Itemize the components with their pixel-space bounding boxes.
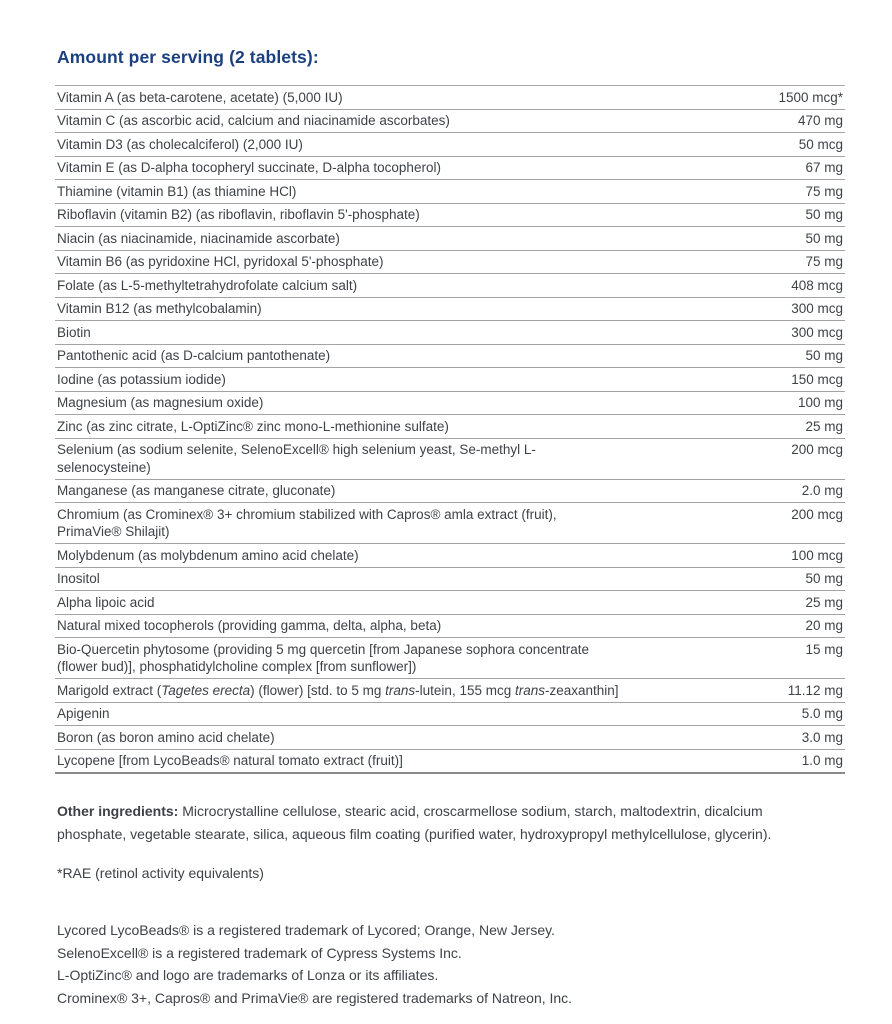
ingredient-name: Vitamin C (as ascorbic acid, calcium and niacinamide ascorbates) [57,113,450,128]
table-row-vitamin-a [55,86,845,110]
ingredient-name: Zinc (as zinc citrate, L-OptiZinc® zinc mono-L-methionine sulfate) [57,418,449,434]
table-row-inositol [55,568,845,592]
ingredient-name: Iodine (as potassium iodide) [57,371,226,387]
ingredient-amount: 20 mg [805,618,843,633]
other-ingredients-label: Other ingredients: [57,803,179,819]
table-row-folate [55,274,845,298]
ingredient-name: Pantothenic acid (as D-calcium pantothenate) [57,348,331,363]
table-row-lycopene [55,750,845,775]
ingredient-name: Magnesium (as magnesium oxide) [57,395,264,410]
ingredient-name: Chromium (as Crominex® 3+ chromium stabilized with Capros® amla extract (fruit), PrimaVie® Shilajit) [57,506,557,539]
ingredient-amount: 100 mg [797,395,843,410]
page-title: Amount per serving (2 tablets): [57,47,319,67]
ingredient-amount: 3.0 mg [801,729,843,745]
table-row-vitamin-b6 [55,251,845,275]
ingredient-name: Selenium (as sodium selenite, SelenoExcell® high selenium yeast, Se-methyl L-selenocysteine) [57,442,536,475]
table-row-selenium [55,439,845,480]
ingredient-amount: 75 mg [805,254,843,269]
table-row-apigenin [55,703,845,727]
ingredient-amount: 1500 mcg* [778,89,843,105]
ingredient-amount: 5.0 mg [801,706,843,721]
ingredient-name: Natural mixed tocopherols (providing gamma, delta, alpha, beta) [57,618,442,633]
table-row-marigold-extract [55,679,845,703]
table-row-molybdenum [55,544,845,568]
other-ingredients-text: Microcrystalline cellulose, stearic acid, croscarmellose sodium, starch, maltodextrin, dicalcium phosphate, vegetable stearate, silica, aqueous film coating (purified water, hydroxypropyl methylcellulose, glycerin). [57,803,772,842]
ingredient-amount: 150 mcg [791,371,843,387]
ingredient-name: Bio-Quercetin phytosome (providing 5 mg quercetin [from Japanese sophora concentrate (flower bud)], phosphatidylcholine complex [from sunflower]) [57,641,590,674]
table-row-iodine [55,368,845,392]
table-row-vitamin-e [55,157,845,181]
table-row-mixed-tocopherols [55,615,845,639]
table-row-niacin [55,227,845,251]
table-row-boron [55,726,845,750]
table-row-zinc [55,415,845,439]
ingredient-amount: 300 mcg [791,324,843,340]
ingredient-name: Alpha lipoic acid [57,594,155,610]
ingredient-name: Folate (as L-5-methyltetrahydrofolate calcium salt) [57,277,358,293]
ingredient-name: Inositol [57,571,100,586]
ingredient-name: Vitamin B6 (as pyridoxine HCl, pyridoxal 5'-phosphate) [57,254,384,269]
table-row-vitamin-d3 [55,133,845,157]
table-row-magnesium [55,392,845,416]
table-row-chromium [55,503,845,544]
table-row-thiamine [55,180,845,204]
ingredient-amount: 50 mcg [798,136,843,152]
ingredient-amount: 408 mcg [791,277,843,293]
trademark-line-lycobeads: Lycored LycoBeads® is a registered trademark of Lycored; Orange, New Jersey. [57,922,555,938]
ingredient-amount: 25 mg [805,418,843,434]
rae-footnote: *RAE (retinol activity equivalents) [57,865,264,881]
ingredient-name: Marigold extract (Tagetes erecta) (flower) [std. to 5 mg trans-lutein, 155 mcg trans-zeaxanthin] [57,682,619,698]
table-row-manganese [55,480,845,504]
ingredient-name: Apigenin [57,706,110,721]
ingredient-amount: 75 mg [805,183,843,199]
trademark-notes [57,919,845,1009]
ingredient-name: Niacin (as niacinamide, niacinamide ascorbate) [57,230,340,246]
ingredient-amount: 50 mg [805,571,843,586]
ingredient-amount: 25 mg [805,594,843,610]
ingredient-amount: 470 mg [797,113,843,128]
table-row-riboflavin [55,204,845,228]
ingredient-name: Vitamin D3 (as cholecalciferol) (2,000 IU) [57,136,303,152]
ingredient-amount: 300 mcg [791,301,843,316]
trademark-line-selenoexcell: SelenoExcell® is a registered trademark of Cypress Systems Inc. [57,944,462,961]
ingredient-name: Boron (as boron amino acid chelate) [57,729,275,745]
ingredient-amount: 15 mg [805,641,843,657]
ingredient-amount: 2.0 mg [801,483,843,498]
ingredient-name: Vitamin A (as beta-carotene, acetate) (5,000 IU) [57,89,343,105]
other-ingredients-paragraph [57,800,777,846]
table-row-pantothenic-acid [55,345,845,369]
trademark-line-crominex: Crominex® 3+, Capros® and PrimaVie® are registered trademarks of Natreon, Inc. [57,989,573,1006]
ingredient-name: Vitamin E (as D-alpha tocopheryl succinate, D-alpha tocopherol) [57,160,441,175]
ingredient-name: Riboflavin (vitamin B2) (as riboflavin, riboflavin 5'-phosphate) [57,207,420,222]
ingredient-name: Molybdenum (as molybdenum amino acid chelate) [57,547,359,563]
ingredient-name: Vitamin B12 (as methylcobalamin) [57,301,262,316]
ingredient-amount: 100 mcg [791,547,843,563]
table-row-bio-quercetin [55,638,845,679]
ingredient-amount: 50 mg [805,230,843,246]
table-row-alpha-lipoic-acid [55,591,845,615]
ingredient-amount: 200 mcg [791,442,843,457]
ingredient-amount: 11.12 mg [787,682,843,698]
table-row-biotin [55,321,845,345]
supplement-table [55,85,845,774]
ingredient-name: Manganese (as manganese citrate, gluconate) [57,483,336,498]
ingredient-amount: 50 mg [805,348,843,363]
trademark-line-loptizinc: L-OptiZinc® and logo are trademarks of Lonza or its affiliates. [57,967,439,983]
table-row-vitamin-c [55,110,845,134]
table-row-vitamin-b12 [55,298,845,322]
ingredient-amount: 200 mcg [791,506,843,522]
ingredient-name: Thiamine (vitamin B1) (as thiamine HCl) [57,183,297,199]
ingredient-amount: 50 mg [805,207,843,222]
ingredient-name: Biotin [57,324,91,340]
ingredient-amount: 67 mg [805,160,843,175]
ingredient-name: Lycopene [from LycoBeads® natural tomato extract (fruit)] [57,753,403,768]
ingredient-amount: 1.0 mg [801,753,843,768]
